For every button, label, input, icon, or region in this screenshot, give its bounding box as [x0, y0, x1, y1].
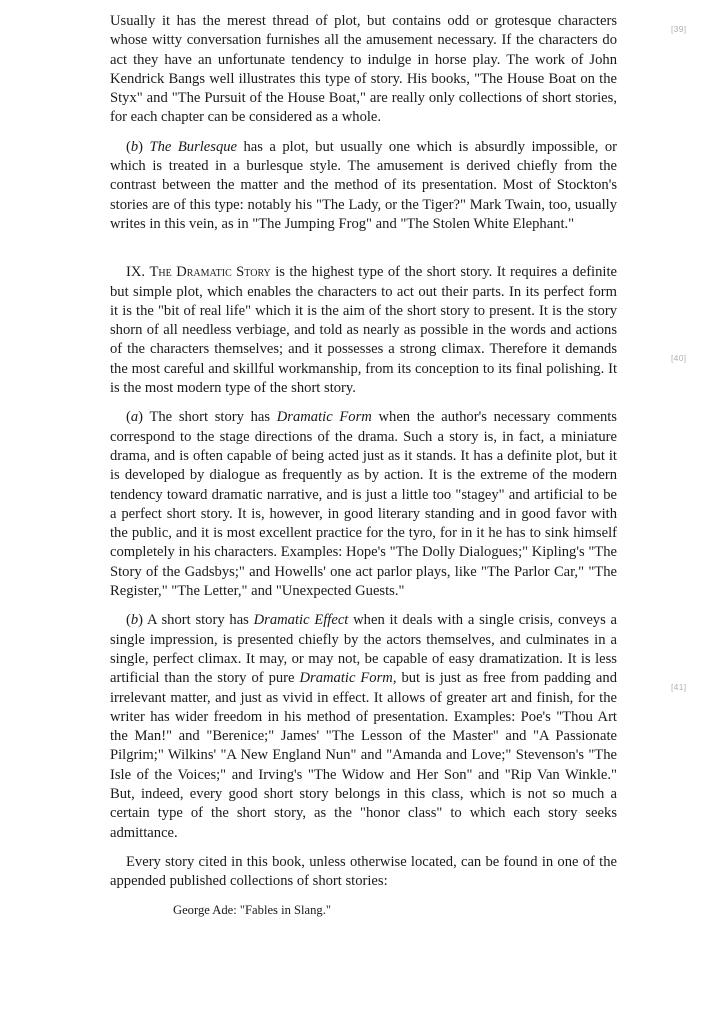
item-letter: b — [130, 612, 139, 629]
paragraph-text: when the author's necessary comments correspond to the stage directions of the drama. Such a story is, in fact, a miniature drama, and is often capable of being acted just as it stands. It has a definite plot, but it is developed by dialogue as frequently as by action. It is the extreme of the modern tendency toward dramatic narrative, and is just a little too "stagey" and artificial to be a perfect short story. It is, however, in good literary standing and in good favor with the public, and it is most excellent practice for the tyro, for in it he has to sink himself completely in his characters. Examples: Hope's "The Dolly Dialogues;" Kipling's "The Story of the Gadsbys;" and Howells' one act parlor plays, like "The Parlor Car," "The Register," "The Letter," and "Unexpected Guests." — [110, 409, 617, 600]
paragraph-dramatic-form: (a) The short story has Dramatic Form when the author's necessary comments correspond to the stage directions of the drama. Such a story is, in fact, a miniature drama, and is often capable of being acted just as it stands. It has a definite plot, but it is developed by dialogue as frequently as by action. It is the extreme of the modern tendency toward dramatic narrative, and is just a little too "stagey" and artificial to be a perfect short story. It is, however, in good literary standing and in good favor with the public, and it is most excellent practice for the tyro, for in it he has to sink himself completely in his characters. Examples: Hope's "The Dolly Dialogues;" Kipling's "The Story of the Gadsbys;" and Howells' one act parlor plays, like "The Parlor Car," "The Register," "The Letter," and "Unexpected Guests." — [110, 409, 617, 600]
paragraph-text: has a plot, but usually one which is absurdly impossible, or which is treated in a burlesque style. The amusement is derived chiefly from the contrast between the matter and the method of its presentation. Most of Stockton's stories are of this type: notably his "The Lady, or the Tiger?" Mark Twain, too, usually writes in this vein, as in "The Jumping Frog" and "The Stolen White Elephant." — [110, 138, 617, 232]
paragraph-text: , but is just as free from padding and irrelevant matter, and just as vivid in effect. It allows of greater art and finish, for the writer has wider freedom in his method of presentation. Examples: Poe's "Thou Art the Man!" and "Berenice;" James' "The Lesson of the Master" and "A Passionate Pilgrim;" Wilkins' "A New England Nun" and "Amanda and Love;" Stevenson's "The Isle of the Voices;" and Irving's "The Widow and Her Son" and "Rip Van Winkle." But, indeed, every good short story belongs in this class, which is not so much a certain type of the short story, as the "honor class" to which each story seeks admittance. — [110, 670, 617, 841]
paragraph-dramatic-effect: (b) A short story has Dramatic Effect when it deals with a single crisis, conveys a single impression, is presented chiefly by the actors themselves, and culminates in a single, perfect climax. It may, or may not, be capable of easy dramatization. It is less artificial than the story of pure Dramatic Form, but is just as free from padding and irrelevant matter, and just as vivid in effect. It allows of greater art and finish, for the writer has wider freedom in his method of presentation. Examples: Poe's "Thou Art the Man!" and "Berenice;" James' "The Lesson of the Master" and "A Passionate Pilgrim;" Wilkins' "A New England Nun" and "Amanda and Love;" Stevenson's "The Isle of the Voices;" and Irving's "The Widow and Her Son" and "Rip Van Winkle." But, indeed, every good short story belongs in this class, which is not so much a certain type of the short story, as the "honor class" to which each story seeks admittance. — [110, 612, 618, 841]
term-dramatic-effect: Dramatic Effect — [253, 612, 349, 629]
page-number-marker: [41] — [671, 682, 687, 692]
paragraph-dramatic-story — [110, 263, 617, 398]
term-dramatic-form: Dramatic Form — [276, 409, 372, 426]
item-letter: b — [130, 138, 139, 155]
bibliography-entry: George Ade: "Fables in Slang." — [173, 903, 332, 918]
section-heading: The Dramatic Story — [149, 264, 271, 281]
paragraph-text: is the highest type of the short story. It requires a definite but simple plot, which enables the characters to act out their parts. In its perfect form it is the "bit of real life" which it is the aim of the short story to present. It is the story shorn of all needless verbiage, and told as nearly as possible in the words and actions of the characters themselves; and it possesses a strong climax. Therefore it demands the most careful and skillful workmanship, from its conception to its final polishing. It is the most modern type of the short story. — [110, 264, 618, 397]
paragraph-text: when it deals with a single crisis, conveys a single impression, is presented chiefly by the actors themselves, and culminates in a single, perfect climax. It may, or may not, be capable of easy dramatization. It is less artificial than the story of pure — [110, 612, 618, 687]
term-burlesque: The Burlesque — [149, 138, 238, 155]
paragraph-text: Every story cited in this book, unless otherwise located, can be found in one of the appended published collections of short stories: — [110, 853, 617, 890]
paragraph-humorous-continuation — [110, 12, 617, 128]
section-numeral: IX. — [126, 264, 150, 281]
document-page — [110, 12, 617, 918]
paragraph-collections-intro — [110, 853, 617, 892]
page-number-marker: [40] — [671, 353, 687, 363]
paragraph-text: Usually it has the merest thread of plot, but contains odd or grotesque characters whose witty conversation furnishes all the amusement necessary. If the characters do act they have an unfortunate tendency to indulge in horse play. The work of John Kendrick Bangs well illustrates this type of story. His books, "The House Boat on the Styx" and "The Pursuit of the House Boat," are really only collections of short stories, for each chapter can be considered as a whole. — [110, 13, 617, 126]
page-number-marker: [39] — [671, 24, 687, 34]
paragraph-burlesque: (b) The Burlesque has a plot, but usually one which is absurdly impossible, or which is treated in a burlesque style. The amusement is derived chiefly from the contrast between the matter and the method of its presentation. Most of Stockton's stories are of this type: notably his "The Lady, or the Tiger?" Mark Twain, too, usually writes in this vein, as in "The Jumping Frog" and "The Stolen White Elephant." — [110, 138, 617, 232]
term-dramatic-form: Dramatic Form — [299, 670, 393, 687]
item-letter: a — [130, 409, 139, 426]
